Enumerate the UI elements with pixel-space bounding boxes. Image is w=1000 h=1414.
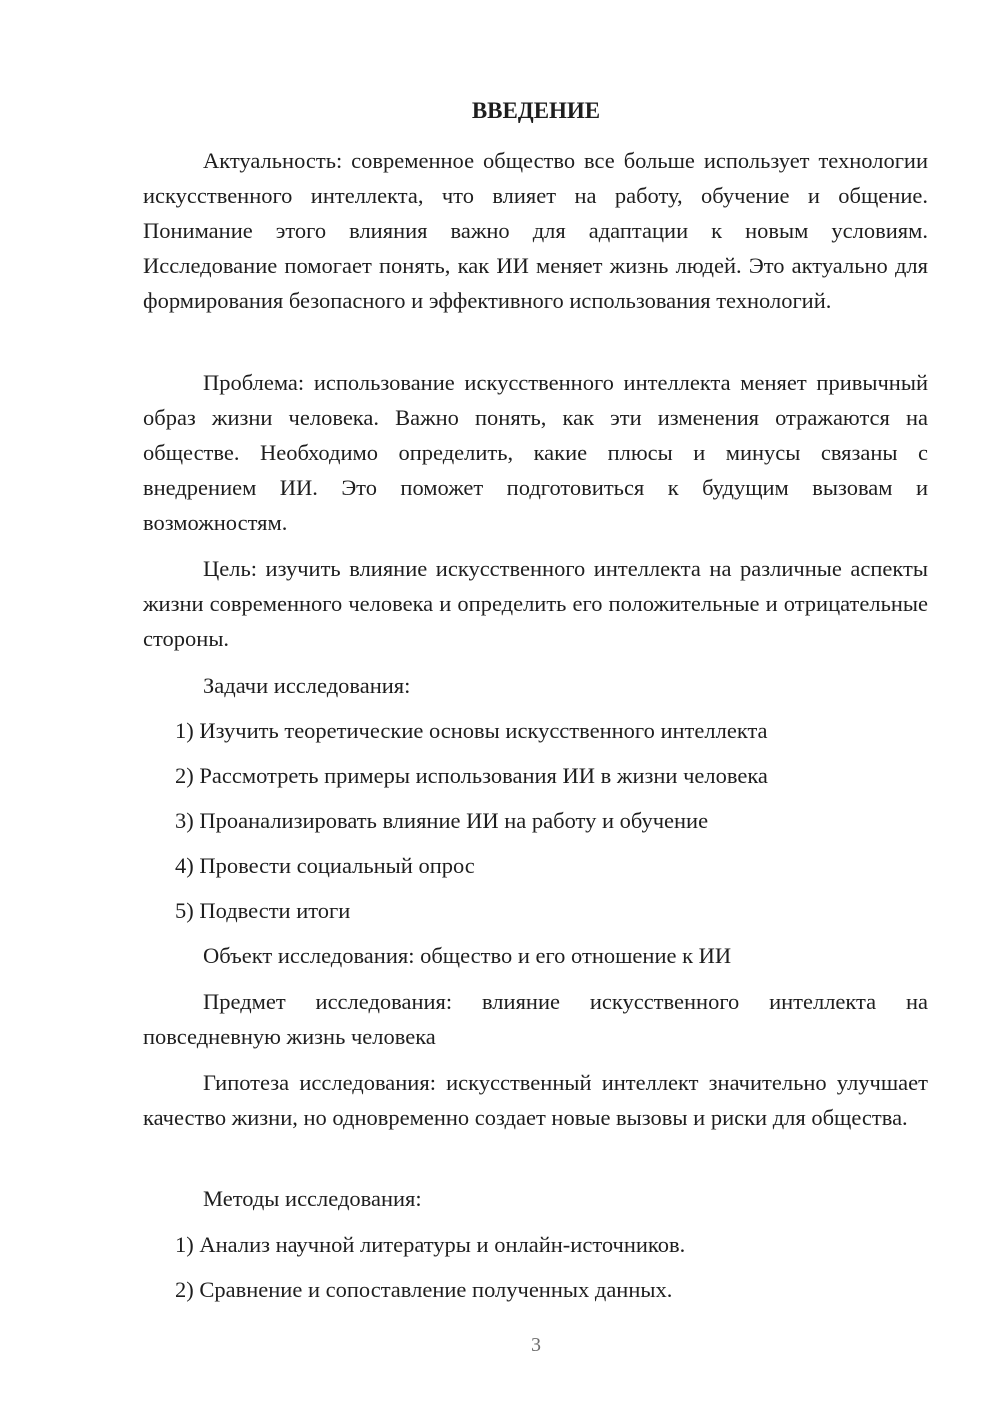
goal-paragraph: Цель: изучить влияние искусственного интеллекта на различные аспекты жизни современного человека и определить его положительные и отрицательные стороны. (143, 556, 928, 651)
tasks-title: Задачи исследования: (203, 673, 411, 698)
method-item: 1) Анализ научной литературы и онлайн-источников. (175, 1232, 686, 1257)
method-item: 2) Сравнение и сопоставление полученных данных. (175, 1277, 673, 1302)
task-item: 3) Проанализировать влияние ИИ на работу и обучение (175, 808, 709, 833)
section-heading: ВВЕДЕНИЕ (471, 98, 601, 123)
task-item: 1) Изучить теоретические основы искусственного интеллекта (175, 718, 768, 743)
task-item: 2) Рассмотреть примеры использования ИИ в жизни человека (175, 763, 768, 788)
object-line: Объект исследования: общество и его отношение к ИИ (203, 943, 732, 968)
task-item: 5) Подвести итоги (175, 898, 351, 923)
hypothesis-paragraph: Гипотеза исследования: искусственный интеллект значительно улучшает качество жизни, но одновременно создает новые вызовы и риски для общества. (143, 1070, 928, 1130)
subject-paragraph: Предмет исследования: влияние искусственного интеллекта на повседневную жизнь человека (143, 989, 928, 1049)
task-item: 4) Провести социальный опрос (175, 853, 475, 878)
page-number: 3 (531, 1334, 541, 1356)
problem-paragraph: Проблема: использование искусственного интеллекта меняет привычный образ жизни человека. Важно понять, как эти изменения отражаются на обществе. Необходимо определить, какие плюсы и минусы связаны с внедрением ИИ. Это поможет подготовиться к будущим вызовам и возможностям. (143, 370, 928, 535)
methods-title: Методы исследования: (203, 1186, 422, 1211)
relevance-paragraph: Актуальность: современное общество все больше использует технологии искусственного интеллекта, что влияет на работу, обучение и общение. Понимание этого влияния важно для адаптации к новым условиям. Исследование помогает понять, как ИИ меняет жизнь людей. Это актуально для формирования безопасного и эффективного использования технологий. (143, 148, 928, 313)
